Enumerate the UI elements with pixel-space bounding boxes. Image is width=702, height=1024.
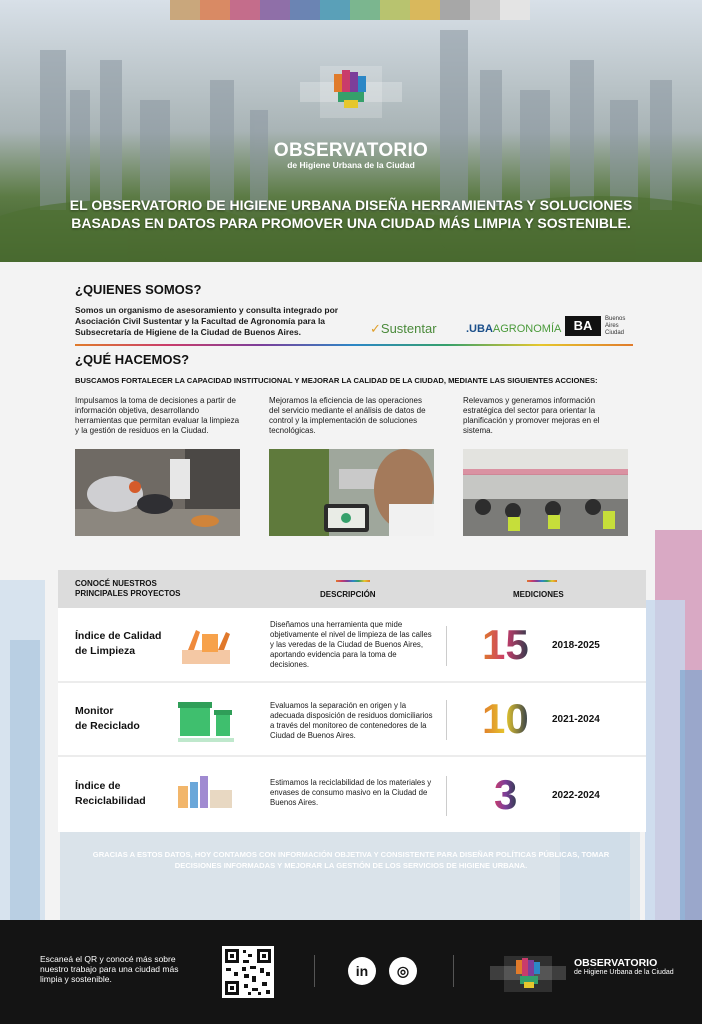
what-goal: BUSCAMOS FORTALECER LA CAPACIDAD INSTITUCIONAL Y MEJORAR LA CALIDAD DE LA CIUDAD, MEDIANTE LAS SIGUIENTES ACCIONES: <box>75 376 598 385</box>
divider <box>75 344 633 346</box>
recyclability-products-icon <box>178 774 234 810</box>
projects-header-description: DESCRIPCIÓN <box>320 590 376 599</box>
row-divider <box>446 700 447 740</box>
footer-subtitle: de Higiene Urbana de la Ciudad <box>574 969 674 976</box>
hero-banner <box>0 0 702 262</box>
row-separator <box>58 755 646 757</box>
observatorio-footer-logo-icon <box>490 948 566 998</box>
linkedin-icon[interactable]: in <box>348 957 376 985</box>
observatorio-logo-icon <box>300 52 402 130</box>
instagram-icon[interactable]: ◎ <box>389 957 417 985</box>
qr-call-to-action: Escaneá el QR y conocé más sobre nuestro trabajo para una ciudad más limpia y sostenible. <box>40 954 179 984</box>
project-name: Monitor de Reciclado <box>75 705 140 732</box>
action-text-1: Impulsamos la toma de decisiones a partir de información objetiva, desarrollando herramientas que permitan evaluar la limpieza y la gestión de residuos en la Ciudad. <box>75 396 240 435</box>
qr-code-icon[interactable] <box>222 946 274 998</box>
header-accent <box>336 580 370 582</box>
header-accent <box>527 580 557 582</box>
footer-title: OBSERVATORIO <box>574 957 658 969</box>
sustentar-logo: ✓Sustentar <box>370 321 437 336</box>
measurement-years: 2022-2024 <box>552 790 600 801</box>
projects-header-measurements: MEDICIONES <box>513 590 564 599</box>
ba-logo: BA <box>565 316 601 336</box>
hero-tagline: EL OBSERVATORIO DE HIGIENE URBANA DISEÑA HERRAMIENTAS Y SOLUCIONES BASADAS EN DATOS PARA PROMOVER UNA CIUDAD MÁS LIMPIA Y SOSTENIBLE. <box>69 197 633 231</box>
measurement-years: 2018-2025 <box>552 640 600 651</box>
project-description: Estimamos la reciclabilidad de los materiales y envases de consumo masivo en la Ciudad de Buenos Aires. <box>270 778 432 807</box>
hero-title: OBSERVATORIO <box>273 140 429 161</box>
action-text-3: Relevamos y generamos información estratégica del sector para orientar la planificación y promover mejoras en el sistema. <box>463 396 600 435</box>
row-divider <box>446 626 447 666</box>
closing-statement: GRACIAS A ESTOS DATOS, HOY CONTAMOS CON INFORMACIÓN OBJETIVA Y CONSISTENTE PARA DISEÑAR POLÍTICAS PÚBLICAS, TOMAR DECISIONES INFORMADAS Y MEJORAR LA GESTIÓN DE LOS SERVICIOS DE HIGIENE URBANA. <box>92 850 610 870</box>
recycling-bins-icon <box>178 700 234 744</box>
sustentar-leaf-icon: ✓ <box>370 321 381 336</box>
row-divider <box>446 776 447 816</box>
hero-subtitle: de Higiene Urbana de la Ciudad <box>287 160 415 170</box>
project-description: Diseñamos una herramienta que mide objetivamente el nivel de limpieza de las calles y las veredas de la Ciudad de Buenos Aires, aportando evidencia para la toma de decisiones. <box>270 620 432 669</box>
who-title: ¿QUIENES SOMOS? <box>75 282 202 297</box>
action-text-2: Mejoramos la eficiencia de las operaciones del servicio mediante el análisis de datos de control y la implementación de soluciones tecnológicas. <box>269 396 426 435</box>
measurement-count: 3 <box>494 771 518 818</box>
ba-logo-text: Buenos Aires Ciudad <box>605 316 626 336</box>
cleanliness-index-icon <box>178 620 234 668</box>
measurement-count: 15 <box>482 621 529 668</box>
what-title: ¿QUÉ HACEMOS? <box>75 352 190 367</box>
projects-header-name: CONOCÉ NUESTROS PRINCIPALES PROYECTOS <box>75 579 181 598</box>
project-name: Índice de Calidad de Limpieza <box>75 630 162 657</box>
project-name: Índice de Reciclabilidad <box>75 780 146 807</box>
footer-divider <box>453 955 454 987</box>
measurement-count: 10 <box>482 695 529 742</box>
project-description: Evaluamos la separación en origen y la adecuada disposición de residuos domiciliarios a través del monitoreo de contenedores de la Ciudad de Buenos Aires. <box>270 701 433 740</box>
color-strip <box>170 0 530 20</box>
footer-divider <box>314 955 315 987</box>
row-separator <box>58 681 646 683</box>
who-text: Somos un organismo de asesoramiento y consulta integrado por Asociación Civil Sustentar y la Facultad de Agronomía para la Subsecretaría de Higiene de la Ciudad de Buenos Aires. <box>75 305 339 337</box>
uba-agronomia-logo: .UBAAGRONOMÍA <box>466 323 562 335</box>
measurement-years: 2021-2024 <box>552 714 600 725</box>
